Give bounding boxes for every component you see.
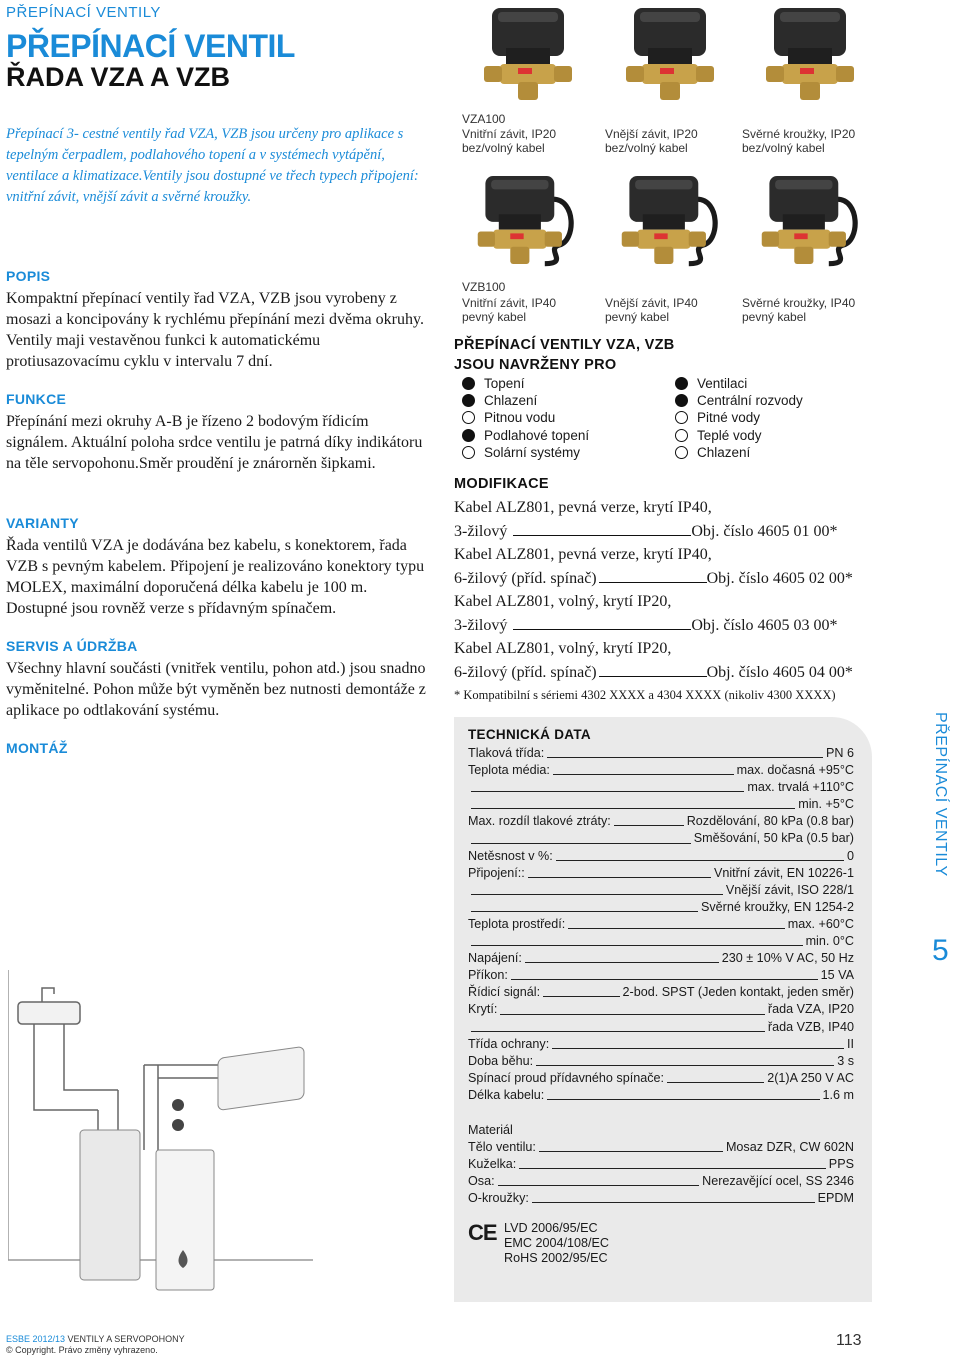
- data-row: [468, 848, 854, 865]
- row-value: 230 ± 10% V AC, 50 Hz: [721, 951, 854, 966]
- row-value: Nerezavějící ocel, SS 2346: [702, 1174, 854, 1189]
- modifikace-list: [454, 496, 874, 684]
- data-row: [468, 830, 854, 847]
- section-popis: [6, 268, 431, 372]
- list-item: Podlahové topení: [462, 427, 589, 444]
- vza-series-label: VZA100: [462, 112, 506, 126]
- section-varianty: [6, 515, 431, 619]
- applications-list-right: [675, 375, 803, 461]
- data-row: [468, 1019, 854, 1036]
- valve-vzb-external-image: [616, 168, 720, 272]
- data-row: [468, 1070, 854, 1087]
- row-value: max. trvalá +110°C: [747, 780, 854, 795]
- row-label: Max. rozdíl tlakové ztráty:: [468, 814, 611, 829]
- row-value: Vnitřní závit, EN 10226-1: [713, 865, 854, 880]
- row-value: 2(1)A 250 V AC: [767, 1070, 854, 1085]
- section-heading: POPIS: [6, 268, 51, 284]
- row-label: O-kroužky:: [468, 1191, 529, 1206]
- section-heading: FUNKCE: [6, 391, 67, 407]
- data-row: [468, 762, 854, 779]
- section-heading: VARIANTY: [6, 515, 79, 531]
- intro-text: Přepínací 3- cestné ventily řad VZA, VZB jsou určeny pro aplikace s tepelným čerpadlem, podlahového topení a v systémech vytápění, ventilace a klimatizace.Ventily jsou dostupné ve třech typech připojení: vnitřní závit, vnější závit a svěrné kroužky.: [6, 126, 419, 205]
- list-item: Pitnou vodu: [462, 409, 589, 426]
- row-label: Napájení:: [468, 951, 522, 966]
- installation-diagram: [8, 960, 318, 1300]
- radiator-shape: [218, 1046, 304, 1110]
- row-value: 1.6 m: [822, 1087, 854, 1102]
- row-label: Kuželka:: [468, 1157, 517, 1172]
- section-text: Kompaktní přepínací ventily řad VZA, VZB jsou vyrobeny z mosazi a koncipovány k rychlému přepínání mezi dvěma okruhy. Ventily maji vestavěnou funkci k automatickému protiusazovacímu cyklu v intervalu 7 dní.: [6, 290, 424, 370]
- list-item: Chlazení: [462, 392, 589, 409]
- material-heading: Materiál: [468, 1122, 513, 1137]
- row-value: 0: [846, 848, 854, 863]
- row-value: II: [847, 1036, 854, 1051]
- row-value: min. +5°C: [798, 797, 854, 812]
- row-value: PN 6: [826, 746, 854, 760]
- data-row: [468, 865, 854, 882]
- list-item: Kabel ALZ801, volný, krytí IP20, 6-žilový (příd. spínač) Obj. číslo 4605 04 00*: [454, 640, 853, 681]
- empty-bullet-icon: [675, 446, 688, 459]
- data-row: [468, 984, 854, 1001]
- data-row: [468, 1139, 854, 1156]
- row-value: 3 s: [837, 1053, 854, 1068]
- side-tab-label: PŘEPÍNACÍ VENTILY: [932, 712, 949, 877]
- data-row: [468, 1087, 854, 1104]
- row-value: min. 0°C: [805, 934, 854, 949]
- chapter-number: 5: [932, 934, 949, 967]
- section-servis: [6, 638, 431, 721]
- data-row: [468, 882, 854, 899]
- data-row: [468, 796, 854, 813]
- section-funkce: [6, 391, 431, 474]
- row-value: Rozdělování, 80 kPa (0.8 bar): [686, 814, 854, 829]
- data-row: [468, 950, 854, 967]
- row-value: EPDM: [817, 1191, 854, 1206]
- vzb-caption-3: Svěrné kroužky, IP40 pevný kabel: [742, 296, 856, 324]
- row-value: PPS: [828, 1157, 854, 1172]
- section-text: Řada ventilů VZA je dodávána bez kabelu, s konektorem, řada VZB s pevným kabelem. Připojení je realizováno konektory typu MOLEX, maximální doporučená délka kabelu je 100 m. Dostupné jsou rovněž verze s přídavným spínačem.: [6, 537, 425, 617]
- data-row: [468, 813, 854, 830]
- row-label: Teplota prostředí:: [468, 916, 566, 931]
- section-text: Všechny hlavní součásti (vnitřek ventilu, pohon atd.) jsou snadno vyměnitelné. Pohon může být vyměněn bez nutnosti demontáže z aplikace po odtlakování systému.: [6, 660, 426, 719]
- row-label: Připojení::: [468, 865, 525, 880]
- data-row: [468, 899, 854, 916]
- filled-bullet-icon: [462, 429, 475, 442]
- data-row: [468, 1001, 854, 1018]
- data-row: [468, 916, 854, 933]
- data-row: [468, 779, 854, 796]
- list-item: Teplé vody: [675, 427, 803, 444]
- row-value: max. +60°C: [787, 916, 854, 931]
- montaz-heading: MONTÁŽ: [6, 740, 68, 756]
- empty-bullet-icon: [462, 446, 475, 459]
- filled-bullet-icon: [462, 377, 475, 390]
- row-value: Směšování, 50 kPa (0.5 bar): [693, 831, 854, 846]
- list-item: Pitné vody: [675, 409, 803, 426]
- row-value: max. dočasná +95°C: [736, 763, 854, 778]
- data-row: [468, 933, 854, 950]
- empty-bullet-icon: [462, 411, 475, 424]
- valve-vzb-internal-image: [472, 168, 576, 272]
- row-label: Spínací proud přídavného spínače:: [468, 1070, 665, 1085]
- certifications: LVD 2006/95/EC EMC 2004/108/EC RoHS 2002/95/EC: [504, 1221, 610, 1266]
- valve-vzb-compression-image: [756, 168, 860, 272]
- boiler-shape: [156, 1150, 214, 1290]
- vza-caption-2: Vnější závit, IP20 bez/volný kabel: [605, 127, 698, 155]
- row-label: Osa:: [468, 1174, 495, 1189]
- ce-mark-icon: CE: [468, 1220, 497, 1246]
- pump-icon: [172, 1099, 184, 1111]
- filled-bullet-icon: [462, 394, 475, 407]
- data-row: [468, 1053, 854, 1070]
- row-label: Tělo ventilu:: [468, 1140, 536, 1155]
- empty-bullet-icon: [675, 411, 688, 424]
- row-value: řada VZB, IP40: [767, 1019, 854, 1034]
- valve-vza-compression-image: [760, 4, 860, 104]
- data-row: [468, 1173, 854, 1190]
- data-row: [468, 1036, 854, 1053]
- applications-heading: PŘEPÍNACÍ VENTILY VZA, VZB JSOU NAVRŽENY PRO: [454, 337, 675, 373]
- material-rows: [468, 1139, 854, 1207]
- list-item: Centrální rozvody: [675, 392, 803, 409]
- technical-data-rows: [468, 745, 854, 1104]
- technical-data-panel: [454, 717, 872, 1302]
- footer: ESBE 2012/13 VENTILY A SERVOPOHONY © Copyright. Právo změny vyhrazeno.: [6, 1334, 185, 1355]
- row-label: Řídicí signál:: [468, 985, 541, 1000]
- empty-bullet-icon: [675, 429, 688, 442]
- list-item: Solární systémy: [462, 444, 589, 461]
- page-number: 113: [836, 1332, 862, 1349]
- list-item: Kabel ALZ801, pevná verze, krytí IP40, 3-žilový Obj. číslo 4605 01 00*: [454, 499, 838, 540]
- row-label: Tlaková třída:: [468, 746, 545, 760]
- page-title: PŘEPÍNACÍ VENTIL: [6, 28, 295, 64]
- list-item: Kabel ALZ801, pevná verze, krytí IP40, 6-žilový (příd. spínač) Obj. číslo 4605 02 00*: [454, 546, 853, 587]
- data-row: [468, 1190, 854, 1207]
- row-label: Délka kabelu:: [468, 1087, 545, 1102]
- kicker: PŘEPÍNACÍ VENTILY: [6, 4, 161, 21]
- section-heading: SERVIS A ÚDRŽBA: [6, 638, 138, 654]
- technical-data-heading: TECHNICKÁ DATA: [468, 727, 591, 742]
- list-item: Ventilaci: [675, 375, 803, 392]
- storage-tank-shape: [80, 1130, 140, 1280]
- row-label: Krytí:: [468, 1002, 498, 1017]
- row-label: Doba běhu:: [468, 1053, 534, 1068]
- row-label: Teplota média:: [468, 763, 550, 778]
- filled-bullet-icon: [675, 394, 688, 407]
- section-text: Přepínání mezi okruhy A-B je řízeno 2 bodovým řídicím signálem. Aktuální poloha srdce ventilu je patrná díky indikátoru na těle servopohonu.Směr proudění je znárorněn šipkami.: [6, 413, 423, 472]
- valve-vza-external-image: [620, 4, 720, 104]
- vzb-caption-2: Vnější závit, IP40 pevný kabel: [605, 296, 698, 324]
- applications-list-left: [462, 375, 589, 461]
- data-row: [468, 967, 854, 984]
- list-item: Chlazení: [675, 444, 803, 461]
- row-label: Netěsnost v %:: [468, 848, 553, 863]
- filled-bullet-icon: [675, 377, 688, 390]
- row-label: Příkon:: [468, 968, 508, 983]
- row-value: 15 VA: [820, 968, 854, 983]
- row-value: Vnější závit, ISO 228/1: [725, 882, 854, 897]
- vzb-caption-1: Vnitřní závit, IP40 pevný kabel: [462, 296, 557, 324]
- row-value: 2-bod. SPST (Jeden kontakt, jeden směr): [622, 985, 854, 1000]
- pump-icon: [172, 1119, 184, 1131]
- valve-vza-internal-image: [478, 4, 578, 104]
- row-value: Mosaz DZR, CW 602N: [725, 1140, 854, 1155]
- data-row: [468, 745, 854, 762]
- vza-caption-1: Vnitřní závit, IP20 bez/volný kabel: [462, 127, 557, 155]
- compatibility-note: * Kompatibilní s sériemi 4302 XXXX a 4304 XXXX (nikoliv 4300 XXXX): [454, 688, 836, 702]
- row-value: řada VZA, IP20: [767, 1002, 854, 1017]
- row-value: Svěrné kroužky, EN 1254-2: [700, 899, 854, 914]
- sink-shape: [18, 1002, 80, 1024]
- data-row: [468, 1156, 854, 1173]
- row-label: Třída ochrany:: [468, 1036, 550, 1051]
- vza-caption-3: Svěrné kroužky, IP20 bez/volný kabel: [742, 127, 856, 155]
- vzb-series-label: VZB100: [462, 280, 506, 294]
- page-subtitle: ŘADA VZA A VZB: [6, 62, 230, 92]
- list-item: Kabel ALZ801, volný, krytí IP20, 3-žilový Obj. číslo 4605 03 00*: [454, 593, 838, 634]
- modifikace-heading: MODIFIKACE: [454, 476, 549, 492]
- list-item: Topení: [462, 375, 589, 392]
